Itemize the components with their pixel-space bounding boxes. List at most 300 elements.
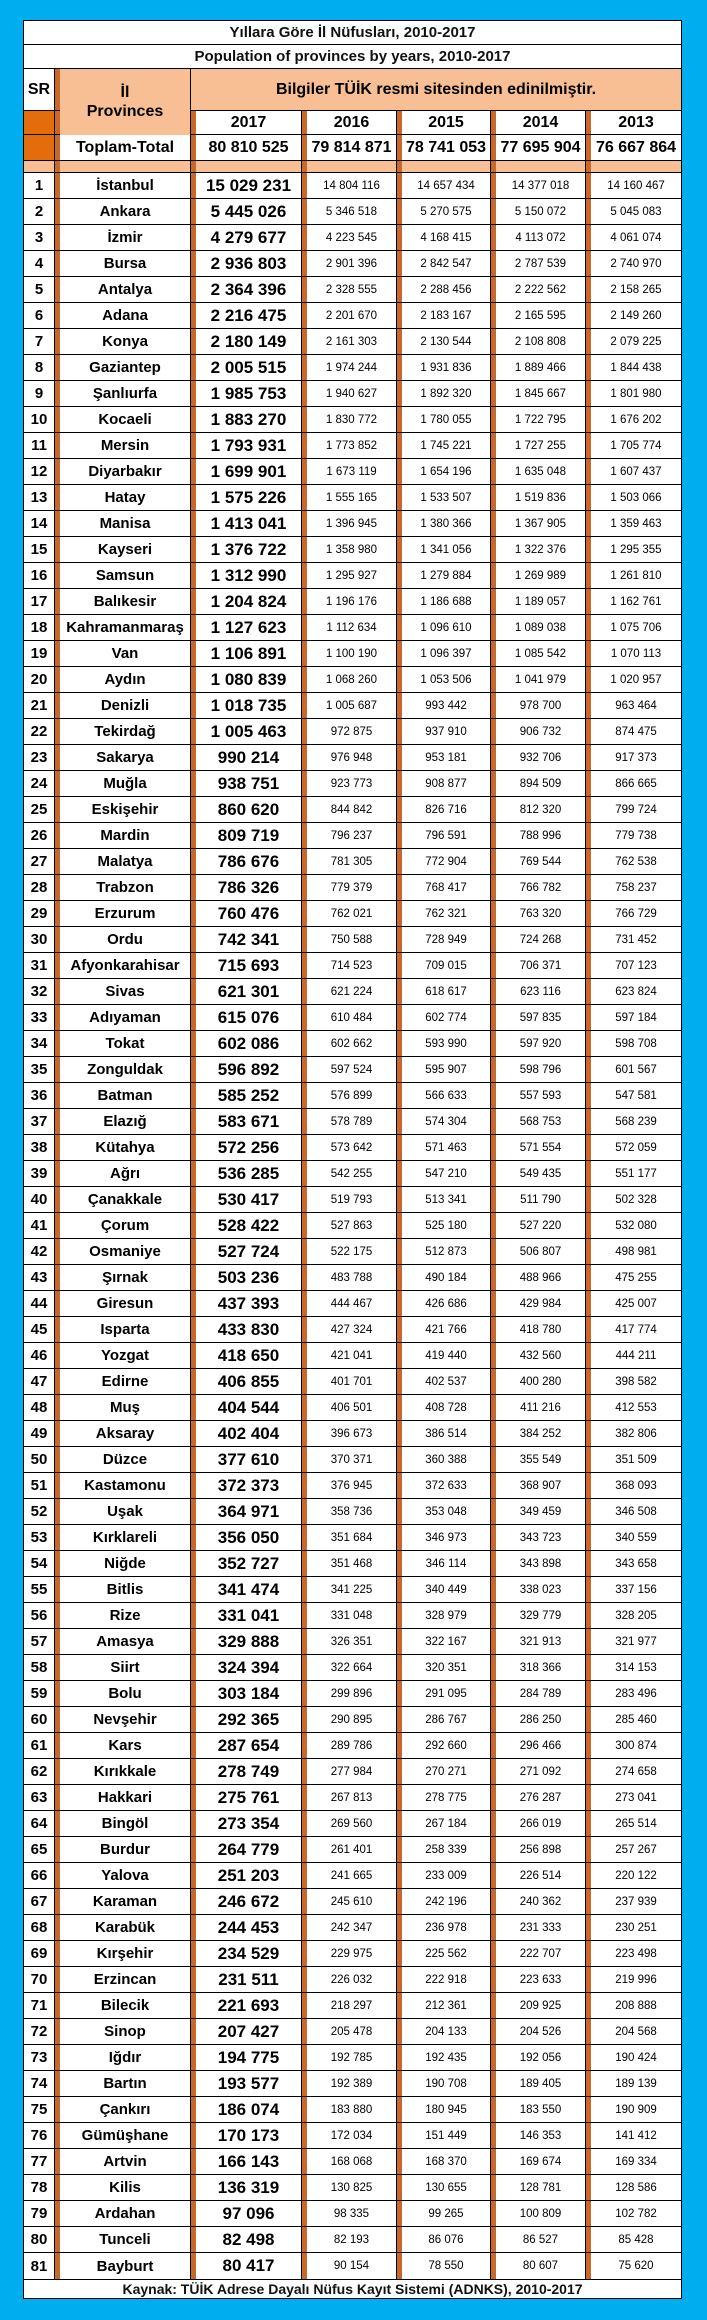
row-2016: 218 297 (307, 1993, 397, 2018)
row-province: Elazığ (60, 1109, 191, 1134)
table-row (24, 1837, 681, 1863)
row-2016: 192 389 (307, 2071, 397, 2096)
row-2014: 788 996 (496, 823, 586, 848)
subtitle-row (24, 45, 681, 69)
row-sr: 70 (24, 1967, 55, 1992)
row-province: Balıkesir (60, 589, 191, 614)
row-2015: 593 990 (402, 1031, 491, 1056)
table-row (24, 1993, 681, 2019)
row-2016: 762 021 (307, 901, 397, 926)
total-row (24, 135, 681, 161)
row-2013: 343 658 (615, 1557, 657, 1570)
row-2013: 346 508 (615, 1505, 657, 1518)
table-row (24, 1473, 681, 1499)
table-row (24, 1811, 681, 1837)
row-province: Tokat (60, 1031, 191, 1056)
row-2015: 602 774 (402, 1005, 491, 1030)
row-sr: 1 (24, 173, 55, 198)
row-2013: 917 373 (615, 751, 657, 764)
table-row (24, 407, 681, 433)
row-2016: 2 161 303 (307, 329, 397, 354)
row-2013: 190 909 (615, 2103, 657, 2116)
row-2016: 576 899 (307, 1083, 397, 1108)
row-2014: 318 366 (496, 1655, 586, 1680)
row-2017: 572 256 (196, 1135, 302, 1160)
row-2013: 412 553 (615, 1401, 657, 1414)
row-2014: 568 753 (496, 1109, 586, 1134)
table-row (24, 745, 681, 771)
row-2015: 346 114 (402, 1551, 491, 1576)
row-2014: 978 700 (496, 693, 586, 718)
row-2014: 1 635 048 (496, 459, 586, 484)
row-2017: 406 855 (196, 1369, 302, 1394)
row-2015: 490 184 (402, 1265, 491, 1290)
table-row (24, 1317, 681, 1343)
row-2016: 376 945 (307, 1473, 397, 1498)
row-2015: 386 514 (402, 1421, 491, 1446)
row-sr: 33 (24, 1005, 55, 1030)
row-2015: 225 562 (402, 1941, 491, 1966)
row-2013: 475 255 (615, 1271, 657, 1284)
row-sr: 38 (24, 1135, 55, 1160)
row-2016: 396 673 (307, 1421, 397, 1446)
row-2015: 233 009 (402, 1863, 491, 1888)
total-2013: 76 667 864 (595, 138, 677, 156)
row-2014: 1 727 255 (496, 433, 586, 458)
row-2017: 251 203 (196, 1863, 302, 1888)
row-2013: 1 070 113 (610, 647, 662, 660)
row-sr: 20 (24, 667, 55, 692)
row-2017: 273 354 (196, 1811, 302, 1836)
row-2014: 549 435 (496, 1161, 586, 1186)
row-2015: 1 279 884 (402, 563, 491, 588)
row-province: Bingöl (60, 1811, 191, 1836)
row-province: İzmir (60, 225, 191, 250)
row-2017: 364 971 (196, 1499, 302, 1524)
row-2013: 4 061 074 (610, 231, 662, 244)
table-row (24, 2227, 681, 2253)
table-row (24, 1967, 681, 1993)
table-row (24, 849, 681, 875)
total-2015: 78 741 053 (402, 135, 491, 160)
row-2013: 1 844 438 (610, 361, 662, 374)
row-sr: 37 (24, 1109, 55, 1134)
row-sr: 13 (24, 485, 55, 510)
row-2013: 274 658 (615, 1765, 657, 1778)
row-province: Düzce (60, 1447, 191, 1472)
table-row (24, 1889, 681, 1915)
row-2016: 1 196 176 (307, 589, 397, 614)
row-province: Amasya (60, 1629, 191, 1654)
row-2017: 1 127 623 (196, 615, 302, 640)
row-2017: 303 184 (196, 1681, 302, 1706)
row-2014: 284 789 (496, 1681, 586, 1706)
row-2017: 418 650 (196, 1343, 302, 1368)
row-2016: 277 984 (307, 1759, 397, 1784)
row-2017: 292 365 (196, 1707, 302, 1732)
row-province: Şanlıurfa (60, 381, 191, 406)
row-2017: 715 693 (196, 953, 302, 978)
row-province: Samsun (60, 563, 191, 588)
row-2013: 572 059 (615, 1141, 657, 1154)
row-sr: 76 (24, 2123, 55, 2148)
row-province: Nevşehir (60, 1707, 191, 1732)
row-2014: 597 835 (496, 1005, 586, 1030)
row-2016: 578 789 (307, 1109, 397, 1134)
year-2015-header: 2015 (402, 111, 491, 134)
row-sr: 18 (24, 615, 55, 640)
row-2013: 128 586 (615, 2181, 657, 2194)
row-2015: 340 449 (402, 1577, 491, 1602)
row-sr: 66 (24, 1863, 55, 1888)
row-2017: 1 204 824 (196, 589, 302, 614)
row-2016: 351 468 (307, 1551, 397, 1576)
row-2015: 513 341 (402, 1187, 491, 1212)
table-row (24, 1629, 681, 1655)
row-2016: 923 773 (307, 771, 397, 796)
row-2013: 601 567 (615, 1063, 657, 1076)
row-2013: 189 139 (615, 2077, 657, 2090)
row-2014: 189 405 (496, 2071, 586, 2096)
row-sr: 39 (24, 1161, 55, 1186)
row-2014: 527 220 (496, 1213, 586, 1238)
row-2013: 102 782 (615, 2207, 657, 2220)
row-province: Denizli (60, 693, 191, 718)
row-province: Diyarbakır (60, 459, 191, 484)
row-2015: 419 440 (402, 1343, 491, 1368)
row-sr: 53 (24, 1525, 55, 1550)
row-province: Karaman (60, 1889, 191, 1914)
row-2014: 355 549 (496, 1447, 586, 1472)
row-2016: 1 773 852 (307, 433, 397, 458)
row-sr: 64 (24, 1811, 55, 1836)
row-2017: 1 413 041 (196, 511, 302, 536)
table-row (24, 719, 681, 745)
row-2016: 326 351 (307, 1629, 397, 1654)
row-2016: 192 785 (307, 2045, 397, 2070)
row-2014: 598 796 (496, 1057, 586, 1082)
row-2016: 331 048 (307, 1603, 397, 1628)
row-2014: 1 367 905 (496, 511, 586, 536)
spacer-cell (496, 161, 586, 172)
spacer-cell (307, 161, 397, 172)
row-2017: 331 041 (196, 1603, 302, 1628)
row-sr: 22 (24, 719, 55, 744)
row-2015: 2 288 456 (402, 277, 491, 302)
row-sr: 43 (24, 1265, 55, 1290)
row-2017: 166 143 (196, 2149, 302, 2174)
row-2015: 571 463 (402, 1135, 491, 1160)
row-2013: 425 007 (615, 1297, 657, 1310)
row-2014: 766 782 (496, 875, 586, 900)
row-2014: 256 898 (496, 1837, 586, 1862)
row-sr: 69 (24, 1941, 55, 1966)
row-province: Adana (60, 303, 191, 328)
row-2016: 226 032 (307, 1967, 397, 1992)
row-2013: 220 122 (615, 1869, 657, 1882)
row-2017: 1 080 839 (196, 667, 302, 692)
row-2015: 768 417 (402, 875, 491, 900)
row-sr: 75 (24, 2097, 55, 2122)
row-2013: 5 045 083 (610, 205, 662, 218)
row-sr: 51 (24, 1473, 55, 1498)
spacer-cell (60, 161, 191, 172)
row-2014: 4 113 072 (496, 225, 586, 250)
row-2015: 192 435 (402, 2045, 491, 2070)
row-province: Sivas (60, 979, 191, 1004)
row-2014: 5 150 072 (496, 199, 586, 224)
row-2013: 551 177 (615, 1167, 657, 1180)
row-province: Bilecik (60, 1993, 191, 2018)
table-row (24, 1369, 681, 1395)
total-label: Toplam-Total (60, 135, 191, 160)
row-2015: 99 265 (402, 2201, 491, 2226)
row-2015: 709 015 (402, 953, 491, 978)
row-2015: 204 133 (402, 2019, 491, 2044)
table-row (24, 1499, 681, 1525)
row-2016: 1 100 190 (307, 641, 397, 666)
row-2015: 525 180 (402, 1213, 491, 1238)
row-2013: 623 824 (615, 985, 657, 998)
row-2013: 230 251 (615, 1921, 657, 1934)
row-2015: 286 767 (402, 1707, 491, 1732)
row-province: Kırşehir (60, 1941, 191, 1966)
total-2014: 77 695 904 (496, 135, 586, 160)
row-2013: 1 801 980 (610, 387, 662, 400)
table-row (24, 1447, 681, 1473)
row-2014: 384 252 (496, 1421, 586, 1446)
row-2015: 728 949 (402, 927, 491, 952)
row-2013: 328 205 (615, 1609, 657, 1622)
row-sr: 68 (24, 1915, 55, 1940)
row-2014: 240 362 (496, 1889, 586, 1914)
table-row (24, 771, 681, 797)
row-province: Erzincan (60, 1967, 191, 1992)
row-2013: 1 162 761 (610, 595, 662, 608)
row-sr: 11 (24, 433, 55, 458)
row-2017: 80 417 (196, 2253, 302, 2279)
row-sr: 46 (24, 1343, 55, 1368)
row-2013: 1 607 437 (610, 465, 662, 478)
row-2016: 401 701 (307, 1369, 397, 1394)
row-sr: 74 (24, 2071, 55, 2096)
row-2016: 444 467 (307, 1291, 397, 1316)
row-2015: 1 053 506 (402, 667, 491, 692)
row-sr: 47 (24, 1369, 55, 1394)
row-2016: 90 154 (307, 2253, 397, 2279)
row-2017: 341 474 (196, 1577, 302, 1602)
row-2013: 707 123 (615, 959, 657, 972)
row-2017: 2 936 803 (196, 251, 302, 276)
table-row (24, 1343, 681, 1369)
row-2014: 266 019 (496, 1811, 586, 1836)
row-2016: 2 901 396 (307, 251, 397, 276)
row-2013: 368 093 (615, 1479, 657, 1492)
row-province: Manisa (60, 511, 191, 536)
row-2015: 512 873 (402, 1239, 491, 1264)
row-sr: 72 (24, 2019, 55, 2044)
row-2013: 444 211 (615, 1349, 657, 1362)
row-2016: 130 825 (307, 2175, 397, 2200)
row-2015: 86 076 (402, 2227, 491, 2252)
row-sr: 57 (24, 1629, 55, 1654)
row-2013: 766 729 (615, 907, 657, 920)
table-row (24, 927, 681, 953)
table-row (24, 1239, 681, 1265)
row-2016: 229 975 (307, 1941, 397, 1966)
row-2017: 527 724 (196, 1239, 302, 1264)
table-row (24, 251, 681, 277)
row-2015: 408 728 (402, 1395, 491, 1420)
row-2013: 799 724 (615, 803, 657, 816)
row-2016: 406 501 (307, 1395, 397, 1420)
row-sr: 12 (24, 459, 55, 484)
row-province: İstanbul (60, 173, 191, 198)
row-2017: 5 445 026 (196, 199, 302, 224)
row-2016: 844 842 (307, 797, 397, 822)
table-row (24, 1395, 681, 1421)
row-province: Rize (60, 1603, 191, 1628)
table-row (24, 1785, 681, 1811)
table-row (24, 641, 681, 667)
row-2015: 566 633 (402, 1083, 491, 1108)
row-sr: 19 (24, 641, 55, 666)
row-2014: 226 514 (496, 1863, 586, 1888)
table-row (24, 1005, 681, 1031)
row-2015: 14 657 434 (402, 173, 491, 198)
row-2015: 772 904 (402, 849, 491, 874)
row-2013: 731 452 (615, 933, 657, 946)
row-2015: 292 660 (402, 1733, 491, 1758)
table-row (24, 1551, 681, 1577)
table-row (24, 1577, 681, 1603)
row-2016: 542 255 (307, 1161, 397, 1186)
row-2013: 874 475 (615, 725, 657, 738)
row-2014: 1 085 542 (496, 641, 586, 666)
row-2013: 169 334 (615, 2155, 657, 2168)
row-2015: 2 130 544 (402, 329, 491, 354)
row-2017: 433 830 (196, 1317, 302, 1342)
table-row (24, 693, 681, 719)
row-2017: 2 364 396 (196, 277, 302, 302)
row-2017: 1 018 735 (196, 693, 302, 718)
row-2014: 411 216 (496, 1395, 586, 1420)
table-row (24, 1525, 681, 1551)
row-province: Afyonkarahisar (60, 953, 191, 978)
row-province: Bolu (60, 1681, 191, 1706)
row-2015: 993 442 (402, 693, 491, 718)
row-sr: 15 (24, 537, 55, 562)
row-2013: 2 149 260 (610, 309, 662, 322)
row-province: Gaziantep (60, 355, 191, 380)
row-province: Antalya (60, 277, 191, 302)
province-rows (24, 173, 681, 2279)
row-2017: 583 671 (196, 1109, 302, 1134)
table-row (24, 979, 681, 1005)
table-row (24, 1057, 681, 1083)
table-row (24, 1707, 681, 1733)
row-2016: 358 736 (307, 1499, 397, 1524)
population-table (23, 20, 682, 2299)
row-sr: 32 (24, 979, 55, 1004)
row-sr: 52 (24, 1499, 55, 1524)
row-2016: 341 225 (307, 1577, 397, 1602)
row-2015: 222 918 (402, 1967, 491, 1992)
row-2015: 1 780 055 (402, 407, 491, 432)
table-row (24, 1213, 681, 1239)
row-2016: 290 895 (307, 1707, 397, 1732)
table-row (24, 2045, 681, 2071)
row-sr: 6 (24, 303, 55, 328)
row-2017: 1 106 891 (196, 641, 302, 666)
row-2016: 269 560 (307, 1811, 397, 1836)
row-sr: 21 (24, 693, 55, 718)
row-2015: 908 877 (402, 771, 491, 796)
row-2013: 2 740 970 (610, 257, 662, 270)
row-2015: 180 945 (402, 2097, 491, 2122)
row-2017: 938 751 (196, 771, 302, 796)
row-2013: 265 514 (615, 1817, 657, 1830)
row-sr: 81 (24, 2253, 55, 2279)
row-2013: 2 158 265 (610, 283, 662, 296)
table-row (24, 2253, 681, 2279)
row-province: Zonguldak (60, 1057, 191, 1082)
row-2015: 236 978 (402, 1915, 491, 1940)
table-row (24, 1733, 681, 1759)
row-2015: 574 304 (402, 1109, 491, 1134)
row-2016: 621 224 (307, 979, 397, 1004)
row-2013: 382 806 (615, 1427, 657, 1440)
row-2017: 275 761 (196, 1785, 302, 1810)
row-2015: 267 184 (402, 1811, 491, 1836)
row-2013: 963 464 (615, 699, 657, 712)
row-2017: 194 775 (196, 2045, 302, 2070)
row-2015: 1 892 320 (402, 381, 491, 406)
row-2014: 146 353 (496, 2123, 586, 2148)
row-2015: 4 168 415 (402, 225, 491, 250)
row-sr: 48 (24, 1395, 55, 1420)
row-2016: 519 793 (307, 1187, 397, 1212)
row-province: Çankırı (60, 2097, 191, 2122)
row-2013: 14 160 467 (607, 179, 665, 192)
row-province: Çorum (60, 1213, 191, 1238)
row-2017: 356 050 (196, 1525, 302, 1550)
row-2017: 231 511 (196, 1967, 302, 1992)
table-row (24, 485, 681, 511)
row-2017: 244 453 (196, 1915, 302, 1940)
row-2017: 536 285 (196, 1161, 302, 1186)
row-2017: 207 427 (196, 2019, 302, 2044)
row-2016: 750 588 (307, 927, 397, 952)
table-row (24, 1135, 681, 1161)
year-2013-header: 2013 (591, 111, 681, 134)
table-row (24, 2175, 681, 2201)
row-2015: 953 181 (402, 745, 491, 770)
row-sr: 60 (24, 1707, 55, 1732)
row-sr: 73 (24, 2045, 55, 2070)
row-province: Karabük (60, 1915, 191, 1940)
row-2013: 1 705 774 (610, 439, 662, 452)
row-2017: 1 312 990 (196, 563, 302, 588)
row-2014: 1 889 466 (496, 355, 586, 380)
row-2016: 522 175 (307, 1239, 397, 1264)
table-title-en: Population of provinces by years, 2010-2017 (194, 48, 511, 65)
row-2014: 400 280 (496, 1369, 586, 1394)
row-province: Mersin (60, 433, 191, 458)
row-sr: 55 (24, 1577, 55, 1602)
header-row (24, 69, 681, 120)
row-2013: 398 582 (615, 1375, 657, 1388)
